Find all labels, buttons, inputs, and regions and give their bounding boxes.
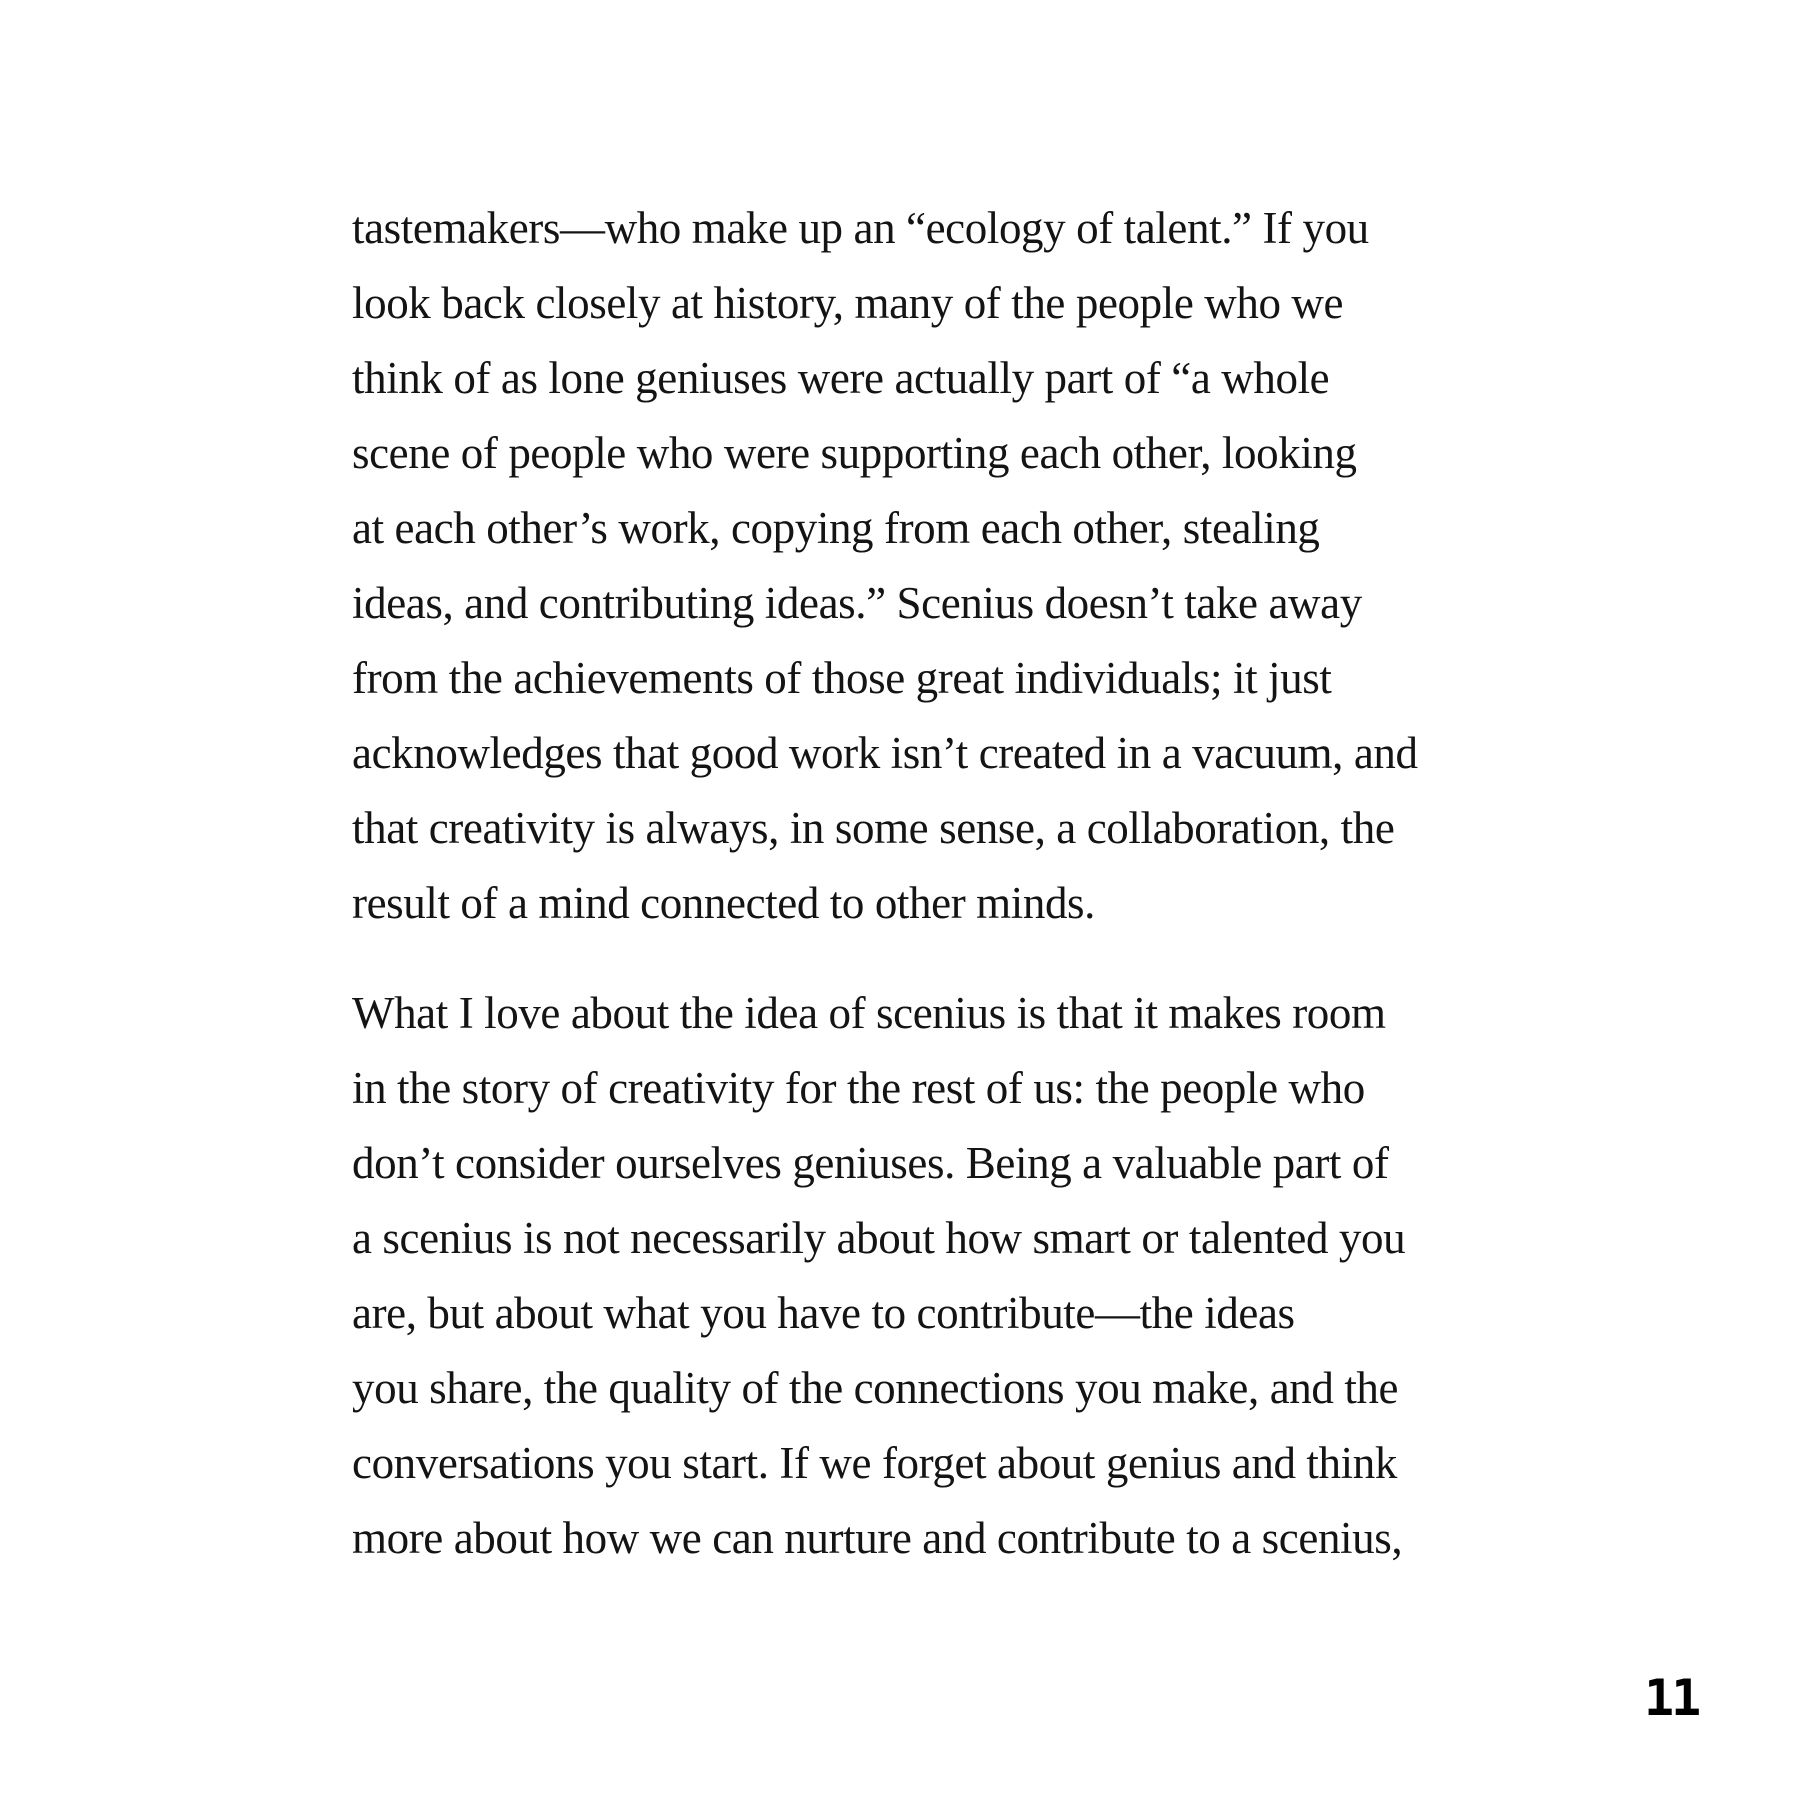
text-line: that creativity is always, in some sense, a collaboration, the [352,803,1395,853]
text-line: more about how we can nurture and contribute to a scenius, [352,1513,1403,1563]
text-line: think of as lone geniuses were actually part of “a whole [352,353,1330,403]
page-number: 11 [1644,1669,1699,1727]
text-line: from the achievements of those great individuals; it just [352,653,1332,703]
text-line: scene of people who were supporting each other, looking [352,428,1357,478]
text-line: a scenius is not necessarily about how smart or talented you [352,1213,1406,1263]
paragraph [352,976,1418,1576]
text-line: ideas, and contributing ideas.” Scenius doesn’t take away [352,578,1362,628]
text-line: in the story of creativity for the rest of us: the people who [352,1063,1365,1113]
text-line: result of a mind connected to other minds. [352,878,1096,928]
text-line: don’t consider ourselves geniuses. Being a valuable part of [352,1138,1389,1188]
body-text [352,191,1418,1576]
text-line: acknowledges that good work isn’t created in a vacuum, and [352,728,1418,778]
text-line: What I love about the idea of scenius is that it makes room [352,988,1386,1038]
text-line: conversations you start. If we forget about genius and think [352,1438,1397,1488]
text-line: tastemakers—who make up an “ecology of talent.” If you [352,203,1369,253]
text-line: at each other’s work, copying from each other, stealing [352,503,1320,553]
text-line: you share, the quality of the connections you make, and the [352,1363,1399,1413]
text-line: are, but about what you have to contribute—the ideas [352,1288,1295,1338]
text-line: look back closely at history, many of the people who we [352,278,1344,328]
paragraph [352,191,1418,941]
